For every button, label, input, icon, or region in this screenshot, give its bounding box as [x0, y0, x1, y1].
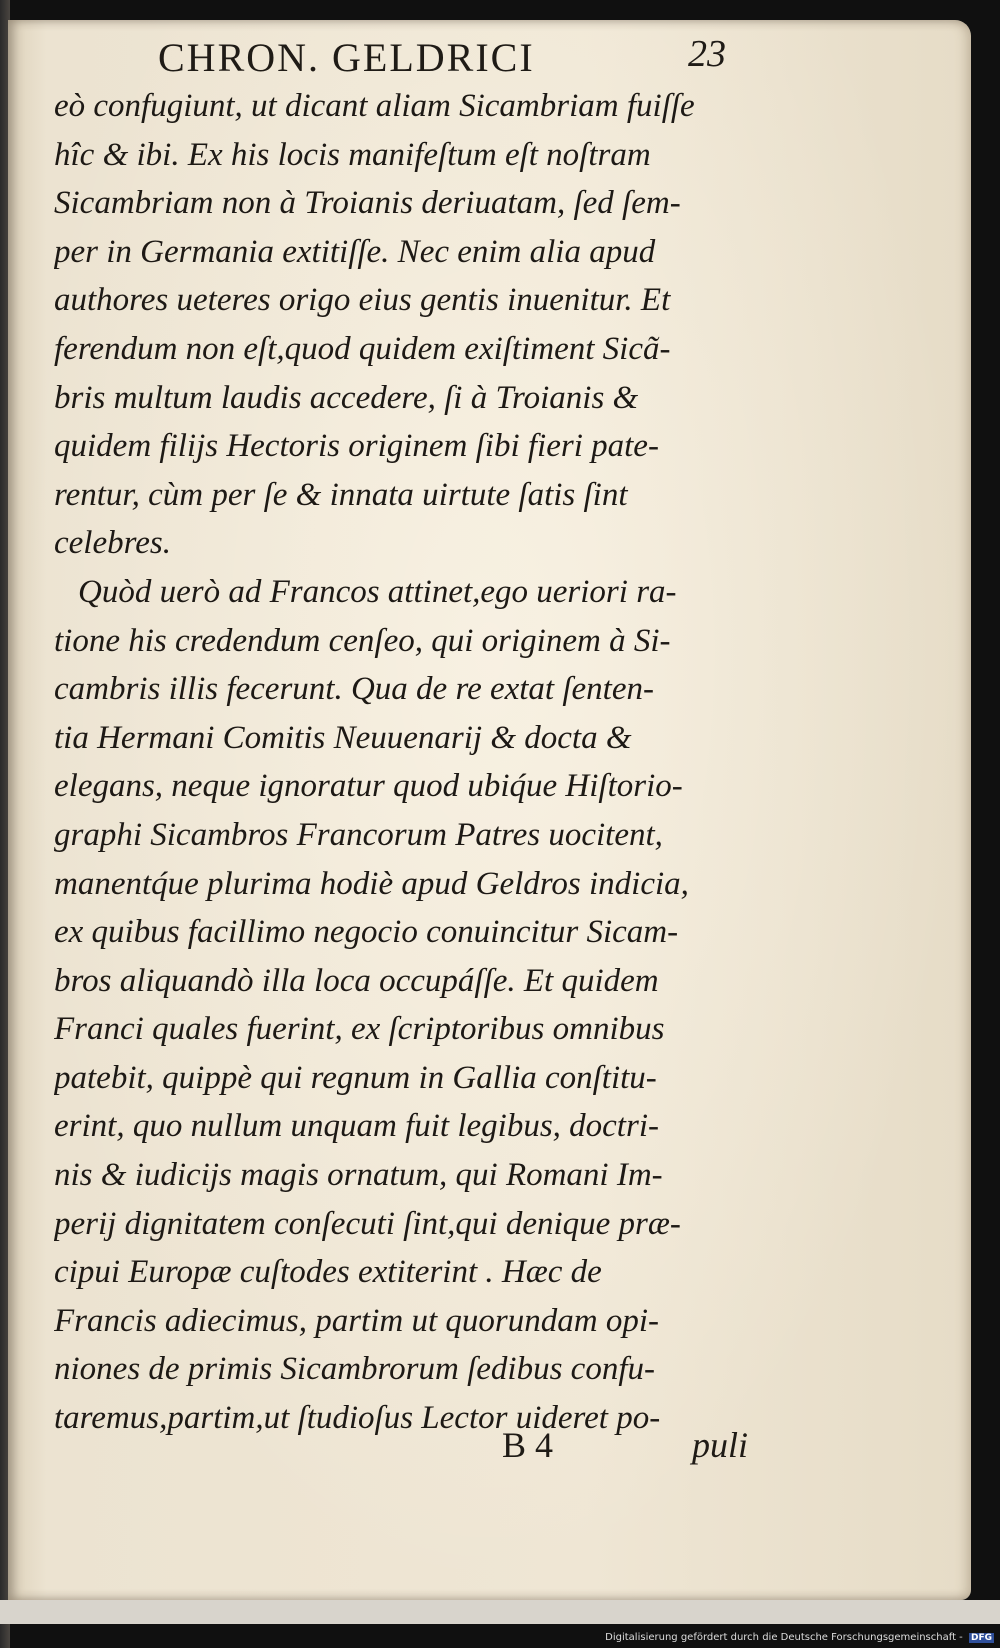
text-line: bros aliquandò illa loca occupáſſe. Et quidem [54, 962, 659, 999]
text-line: ex quibus facillimo negocio conuincitur Sicam- [54, 914, 679, 951]
page-number: 23 [688, 33, 726, 75]
body-text [54, 82, 774, 1443]
dfg-logo: DFG [970, 1633, 992, 1643]
text-line: tia Hermani Comitis Neuuenarij & docta & [54, 719, 632, 756]
text-line: erint, quo nullum unquam fuit legibus, doctri- [54, 1108, 659, 1145]
scan-bottom-strip [0, 1600, 1000, 1624]
credit-text: Digitalisierung gefördert durch die Deutsche Forschungsgemeinschaft - [605, 1632, 963, 1643]
text-line: quidem filijs Hectoris originem ſibi fieri pate- [54, 428, 659, 465]
running-title: CHRON. GELDRICI [158, 35, 535, 80]
signature-mark: B 4 [502, 1425, 554, 1465]
text-line: Sicambriam non à Troianis deriuatam, ſed ſem- [54, 185, 681, 222]
text-line: patebit, quippè qui regnum in Gallia conſtitu- [54, 1059, 657, 1096]
page-footer [8, 1424, 971, 1474]
text-line: eò confugiunt, ut dicant aliam Sicambriam fuiſſe [54, 88, 695, 124]
text-line: authores ueteres origo eius gentis inuenitur. Et [54, 282, 671, 319]
text-line: Franci quales fuerint, ex ſcriptoribus omnibus [54, 1011, 665, 1048]
text-line: cipui Europæ cuſtodes extiterint . Hæc de [54, 1254, 602, 1291]
text-line: ferendum non eſt,quod quidem exiſtiment Sicã- [54, 330, 671, 367]
text-line: taremus,partim,ut ſtudioſus Lector uideret po- [54, 1400, 661, 1437]
text-line: per in Germania extitiſſe. Nec enim alia apud [54, 233, 656, 270]
text-line: cambris illis fecerunt. Qua de re extat ſenten- [54, 671, 654, 708]
text-line: hîc & ibi. Ex his locis manifeſtum eſt noſtram [54, 136, 651, 173]
catchword: puli [692, 1425, 749, 1465]
digitization-credit [605, 1632, 994, 1643]
text-line: graphi Sicambros Francorum Patres uocitent, [54, 816, 663, 853]
text-line: nis & iudicijs magis ornatum, qui Romani Im- [54, 1157, 663, 1194]
text-line: tione his credendum cenſeo, qui originem à Si- [54, 622, 671, 659]
text-line: niones de primis Sicambrorum ſedibus confu- [54, 1351, 655, 1388]
book-page [8, 20, 971, 1600]
text-line: bris multum laudis accedere, ſi à Troianis & [54, 379, 639, 416]
text-line: Francis adiecimus, partim ut quorundam opi- [54, 1302, 659, 1339]
text-line: celebres. [54, 525, 171, 562]
text-line: elegans, neque ignoratur quod ubiq́ue Hiſtorio- [54, 768, 683, 805]
text-line: perij dignitatem conſecuti ſint,qui denique præ- [54, 1205, 681, 1242]
text-line: rentur, cùm per ſe & innata uirtute ſatis ſint [54, 476, 628, 513]
paragraph-start-line: Quòd uerò ad Francos attinet,ego ueriori ra- [78, 573, 677, 610]
text-line: manentq́ue plurima hodiè apud Geldros indicia, [54, 865, 689, 902]
